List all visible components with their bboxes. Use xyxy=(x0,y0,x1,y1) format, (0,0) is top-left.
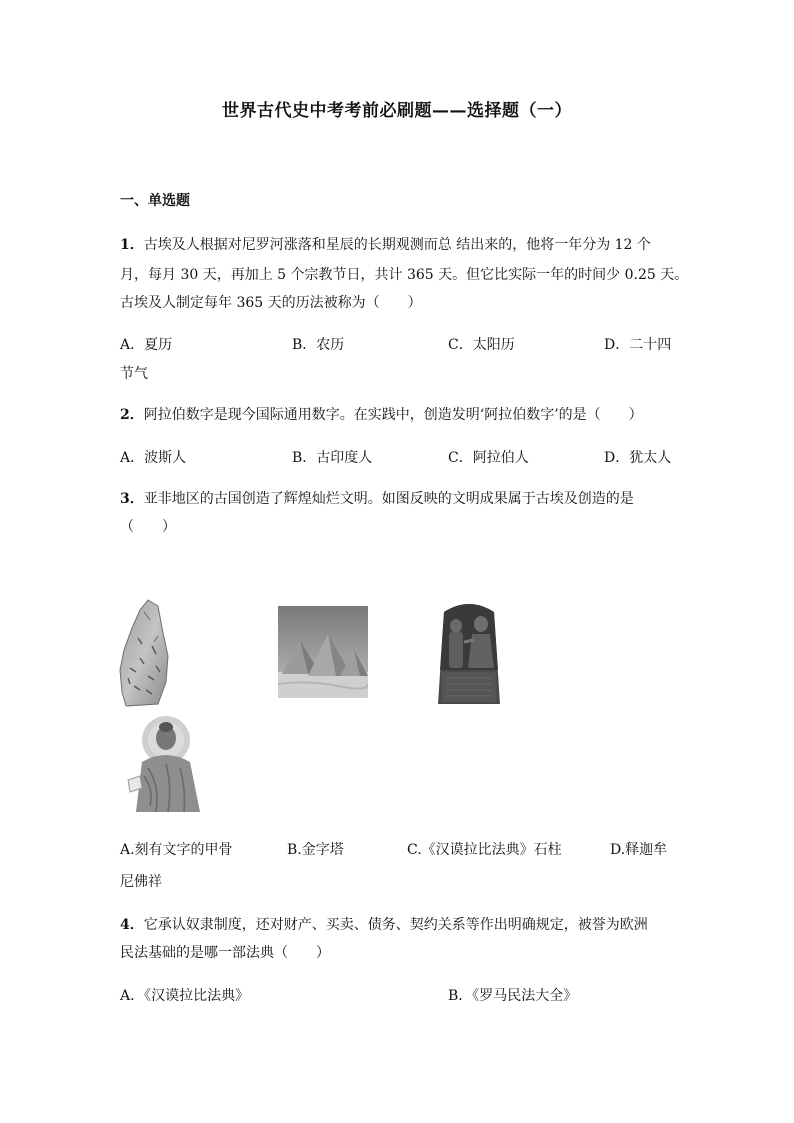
q2-option-d: D．犹太人 xyxy=(604,450,672,466)
q2-line-1 xyxy=(120,404,643,424)
q1-option-c: C．太阳历 xyxy=(448,337,515,353)
q1-line-2: 月，每月 30 天，再加上 5 个宗教节日，共计 365 天。但它比实际一年的时间少 0.25 天。 xyxy=(120,267,689,283)
oracle-bone-image xyxy=(118,598,170,708)
q4-line-1 xyxy=(120,914,648,934)
section-heading: 一、单选题 xyxy=(120,193,190,209)
q3-option-d-wrap: 尼佛祥 xyxy=(120,874,162,890)
q1-number: 1． xyxy=(120,237,144,253)
q4-number: 4． xyxy=(120,917,144,933)
q3-number: 3． xyxy=(120,491,144,507)
q1-option-b: B．农历 xyxy=(292,337,345,353)
q3-line-1 xyxy=(120,488,634,508)
q2-option-b: B．古印度人 xyxy=(292,450,373,466)
q3-option-a: A.刻有文字的甲骨 xyxy=(120,842,233,858)
buddha-statue-image xyxy=(120,716,214,812)
pyramids-image xyxy=(278,606,368,698)
q4-text-1: 它承认奴隶制度，还对财产、买卖、债务、契约关系等作出明确规定，被誉为欧洲 xyxy=(143,917,648,933)
q3-option-c: C.《汉谟拉比法典》石柱 xyxy=(407,842,562,858)
q3-option-b: B.金字塔 xyxy=(287,842,344,858)
q1-line-3: 古埃及人制定每年 365 天的历法被称为（ ） xyxy=(120,295,422,311)
q2-option-a: A．波斯人 xyxy=(120,450,187,466)
q3-option-d: D.释迦牟 xyxy=(610,842,668,858)
q1-line-1 xyxy=(120,234,651,254)
q4-option-b: B．《罗马民法大全》 xyxy=(448,988,578,1004)
page-title: 世界古代史中考考前必刷题——选择题（一） xyxy=(222,101,572,121)
q3-line-2: （ ） xyxy=(120,519,176,535)
q2-option-c: C．阿拉伯人 xyxy=(448,450,529,466)
q2-text-1: 阿拉伯数字是现今国际通用数字。在实践中，创造发明‘阿拉伯数字’的是（ ） xyxy=(143,407,643,423)
q1-option-d: D．二十四 xyxy=(604,337,672,353)
q4-option-a: A．《汉谟拉比法典》 xyxy=(120,988,250,1004)
q1-option-a: A．夏历 xyxy=(120,337,173,353)
hammurabi-stele-image xyxy=(434,600,504,706)
q3-text-1: 亚非地区的古国创造了辉煌灿烂文明。如图反映的文明成果属于古埃及创造的是 xyxy=(143,491,634,507)
q1-option-d-wrap: 节气 xyxy=(120,366,148,382)
q4-line-2: 民法基础的是哪一部法典（ ） xyxy=(120,945,330,961)
q2-number: 2． xyxy=(120,407,144,423)
q1-text-1: 古埃及人根据对尼罗河涨落和星辰的长期观测而总 结出来的，他将一年分为 12 个 xyxy=(143,237,651,253)
